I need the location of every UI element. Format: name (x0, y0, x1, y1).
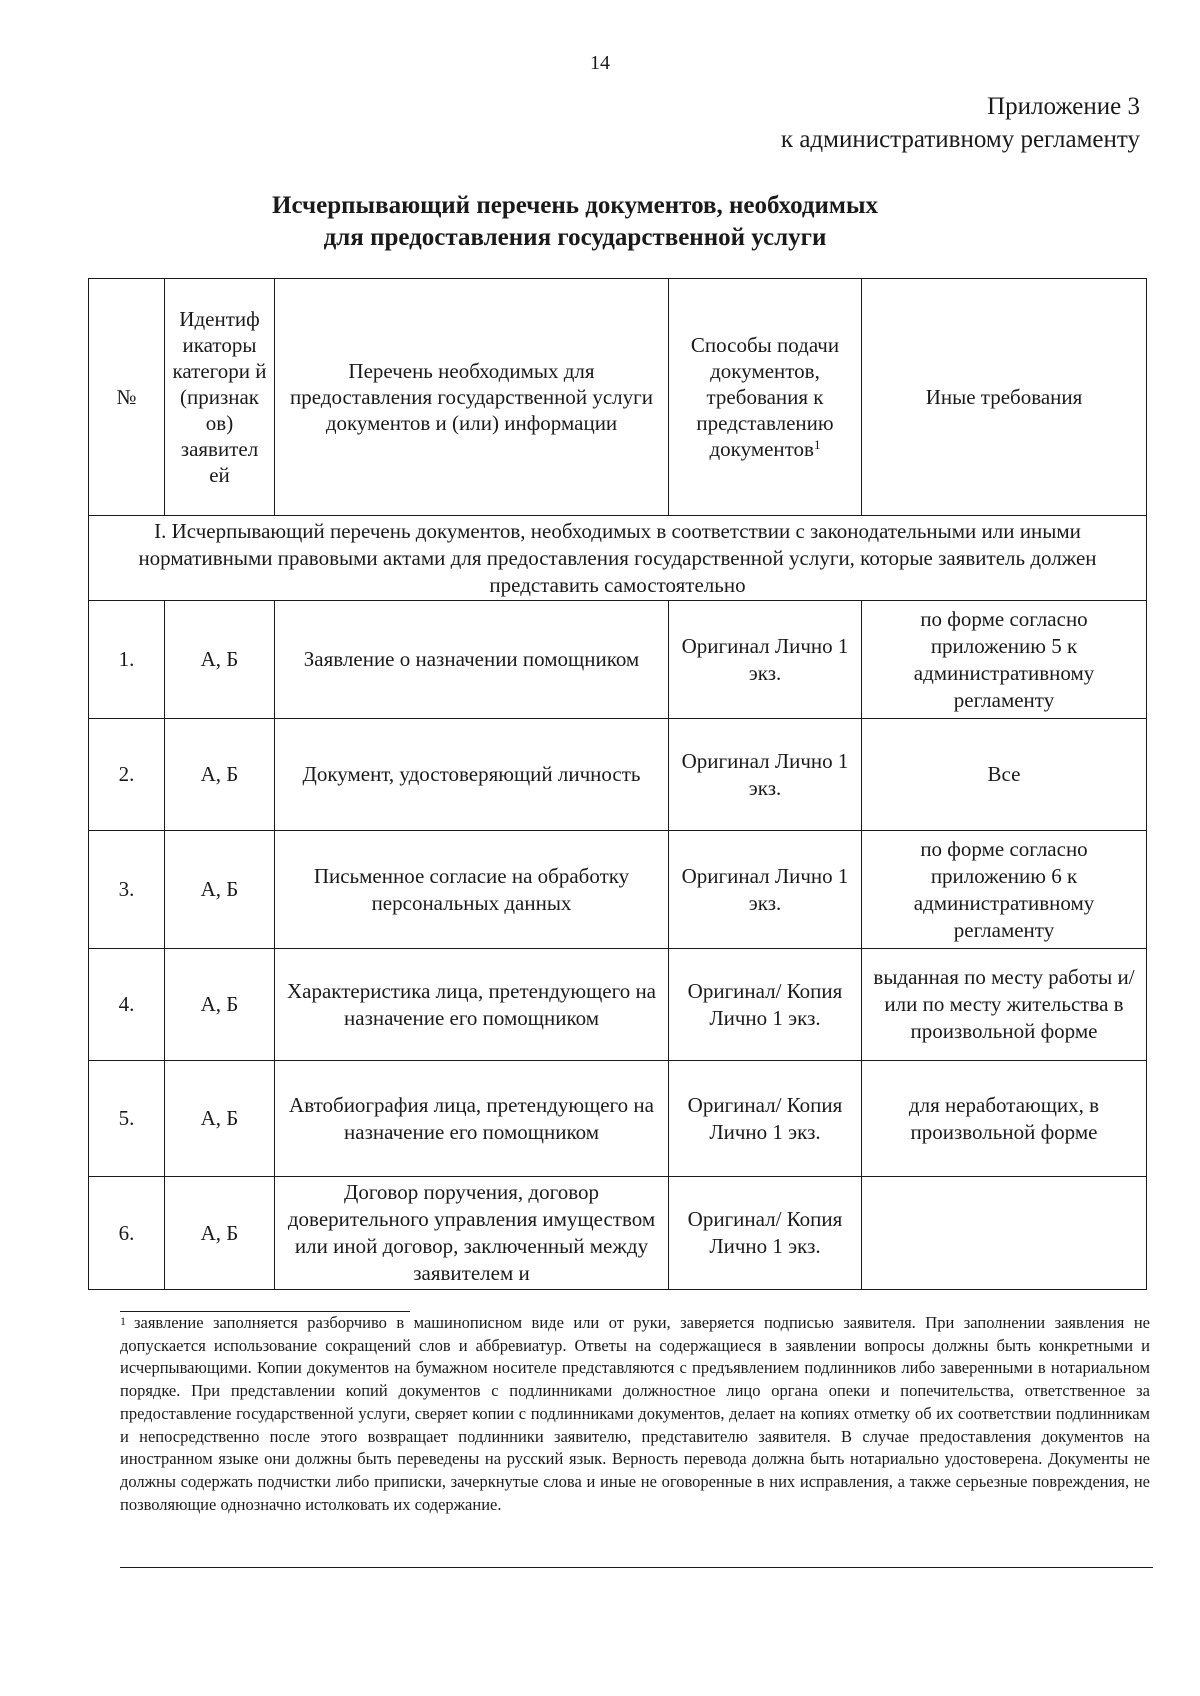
cell-document: Заявление о назначении помощником (275, 601, 669, 719)
cell-other: Все (862, 719, 1147, 831)
cell-number: 2. (89, 719, 165, 831)
document-title-line-1: Исчерпывающий перечень документов, необходимых (272, 192, 878, 219)
header-documents: Перечень необходимых для предоставления государственной услуги документов и (или) информации (275, 279, 669, 516)
footnote-end-rule (120, 1567, 1153, 1568)
cell-document: Письменное согласие на обработку персональных данных (275, 831, 669, 949)
cell-method: Оригинал Лично 1 экз. (669, 831, 862, 949)
cell-method: Оригинал Лично 1 экз. (669, 719, 862, 831)
footnote-text: заявление заполняется разборчиво в машинописном виде или от руки, заверяется подписью заявителя. При заполнении заявления не допускается использование сокращений слов и аббревиатур. Ответы на содержащиеся в заявлении вопросы должны быть конкретными и исчерпывающими. Копии документов на бумажном носителе представляются с предъявлением подлинников либо заверенными в нотариальном порядке. При представлении копий документов с подлинниками должностное лицо органа опеки и попечительства, ответственное за предоставление государственной услуги, сверяет копии с подлинниками документов, делает на копиях отметку об их соответствии подлинникам и непосредственно после этого возвращает подлинники заявителю, представителю заявителя. В случае предоставления документов на иностранном языке они должны быть переведены на русский язык. Верность перевода должна быть нотариально удостоверена. Документы не должны содержать подчистки либо приписки, зачеркнутые слова и иные не оговоренные в них исправления, а также серьезные повреждения, не позволяющие однозначно истолковать их содержание. (120, 1313, 1150, 1514)
table-row (89, 949, 1147, 1061)
cell-method: Оригинал/ Копия Лично 1 экз. (669, 949, 862, 1061)
cell-method: Оригинал/ Копия Лично 1 экз. (669, 1061, 862, 1177)
cell-number: 6. (89, 1177, 165, 1290)
header-identifiers: Идентиф икаторы категори й (признак ов) заявител ей (165, 279, 275, 516)
appendix-label (781, 90, 1140, 156)
cell-number: 5. (89, 1061, 165, 1177)
footnote (120, 1312, 1150, 1516)
cell-categories: А, Б (165, 601, 275, 719)
cell-other: по форме согласно приложению 6 к административному регламенту (862, 831, 1147, 949)
cell-other: для неработающих, в произвольной форме (862, 1061, 1147, 1177)
table-row (89, 1061, 1147, 1177)
cell-other: по форме согласно приложению 5 к административному регламенту (862, 601, 1147, 719)
documents-table (88, 278, 1147, 1290)
document-title-line-2: для предоставления государственной услуги (323, 224, 827, 251)
cell-method: Оригинал/ Копия Лично 1 экз. (669, 1177, 862, 1290)
footnote-reference: 1 (813, 437, 821, 452)
page-number: 14 (590, 52, 610, 74)
header-methods-text: Способы подачи документов, требования к представлению документов (690, 333, 840, 461)
table-row (89, 601, 1147, 719)
cell-number: 4. (89, 949, 165, 1061)
appendix-line-2: к административному регламенту (780, 126, 1140, 153)
cell-categories: А, Б (165, 719, 275, 831)
table-header-row (89, 279, 1147, 516)
cell-document: Договор поручения, договор доверительного управления имуществом или иной договор, заключенный между заявителем и (275, 1177, 669, 1290)
cell-other (862, 1177, 1147, 1290)
cell-number: 3. (89, 831, 165, 949)
header-number: № (89, 279, 165, 516)
table-row (89, 719, 1147, 831)
header-methods (669, 279, 862, 516)
cell-categories: А, Б (165, 831, 275, 949)
cell-method: Оригинал Лично 1 экз. (669, 601, 862, 719)
cell-categories: А, Б (165, 1177, 275, 1290)
cell-categories: А, Б (165, 1061, 275, 1177)
section-row (89, 516, 1147, 601)
cell-document: Документ, удостоверяющий личность (275, 719, 669, 831)
cell-document: Автобиография лица, претендующего на назначение его помощником (275, 1061, 669, 1177)
cell-categories: А, Б (165, 949, 275, 1061)
cell-other: выданная по месту работы и/или по месту жительства в произвольной форме (862, 949, 1147, 1061)
document-title (150, 190, 1000, 254)
table-row (89, 1177, 1147, 1290)
footnote-mark: 1 (120, 1314, 126, 1328)
appendix-line-1: Приложение 3 (987, 93, 1140, 120)
table-row (89, 831, 1147, 949)
header-other-requirements: Иные требования (862, 279, 1147, 516)
section-heading: I. Исчерпывающий перечень документов, необходимых в соответствии с законодательными или иными нормативными правовыми актами для предоставления государственной услуги, которые заявитель должен представить самостоятельно (89, 516, 1147, 601)
cell-number: 1. (89, 601, 165, 719)
cell-document: Характеристика лица, претендующего на назначение его помощником (275, 949, 669, 1061)
